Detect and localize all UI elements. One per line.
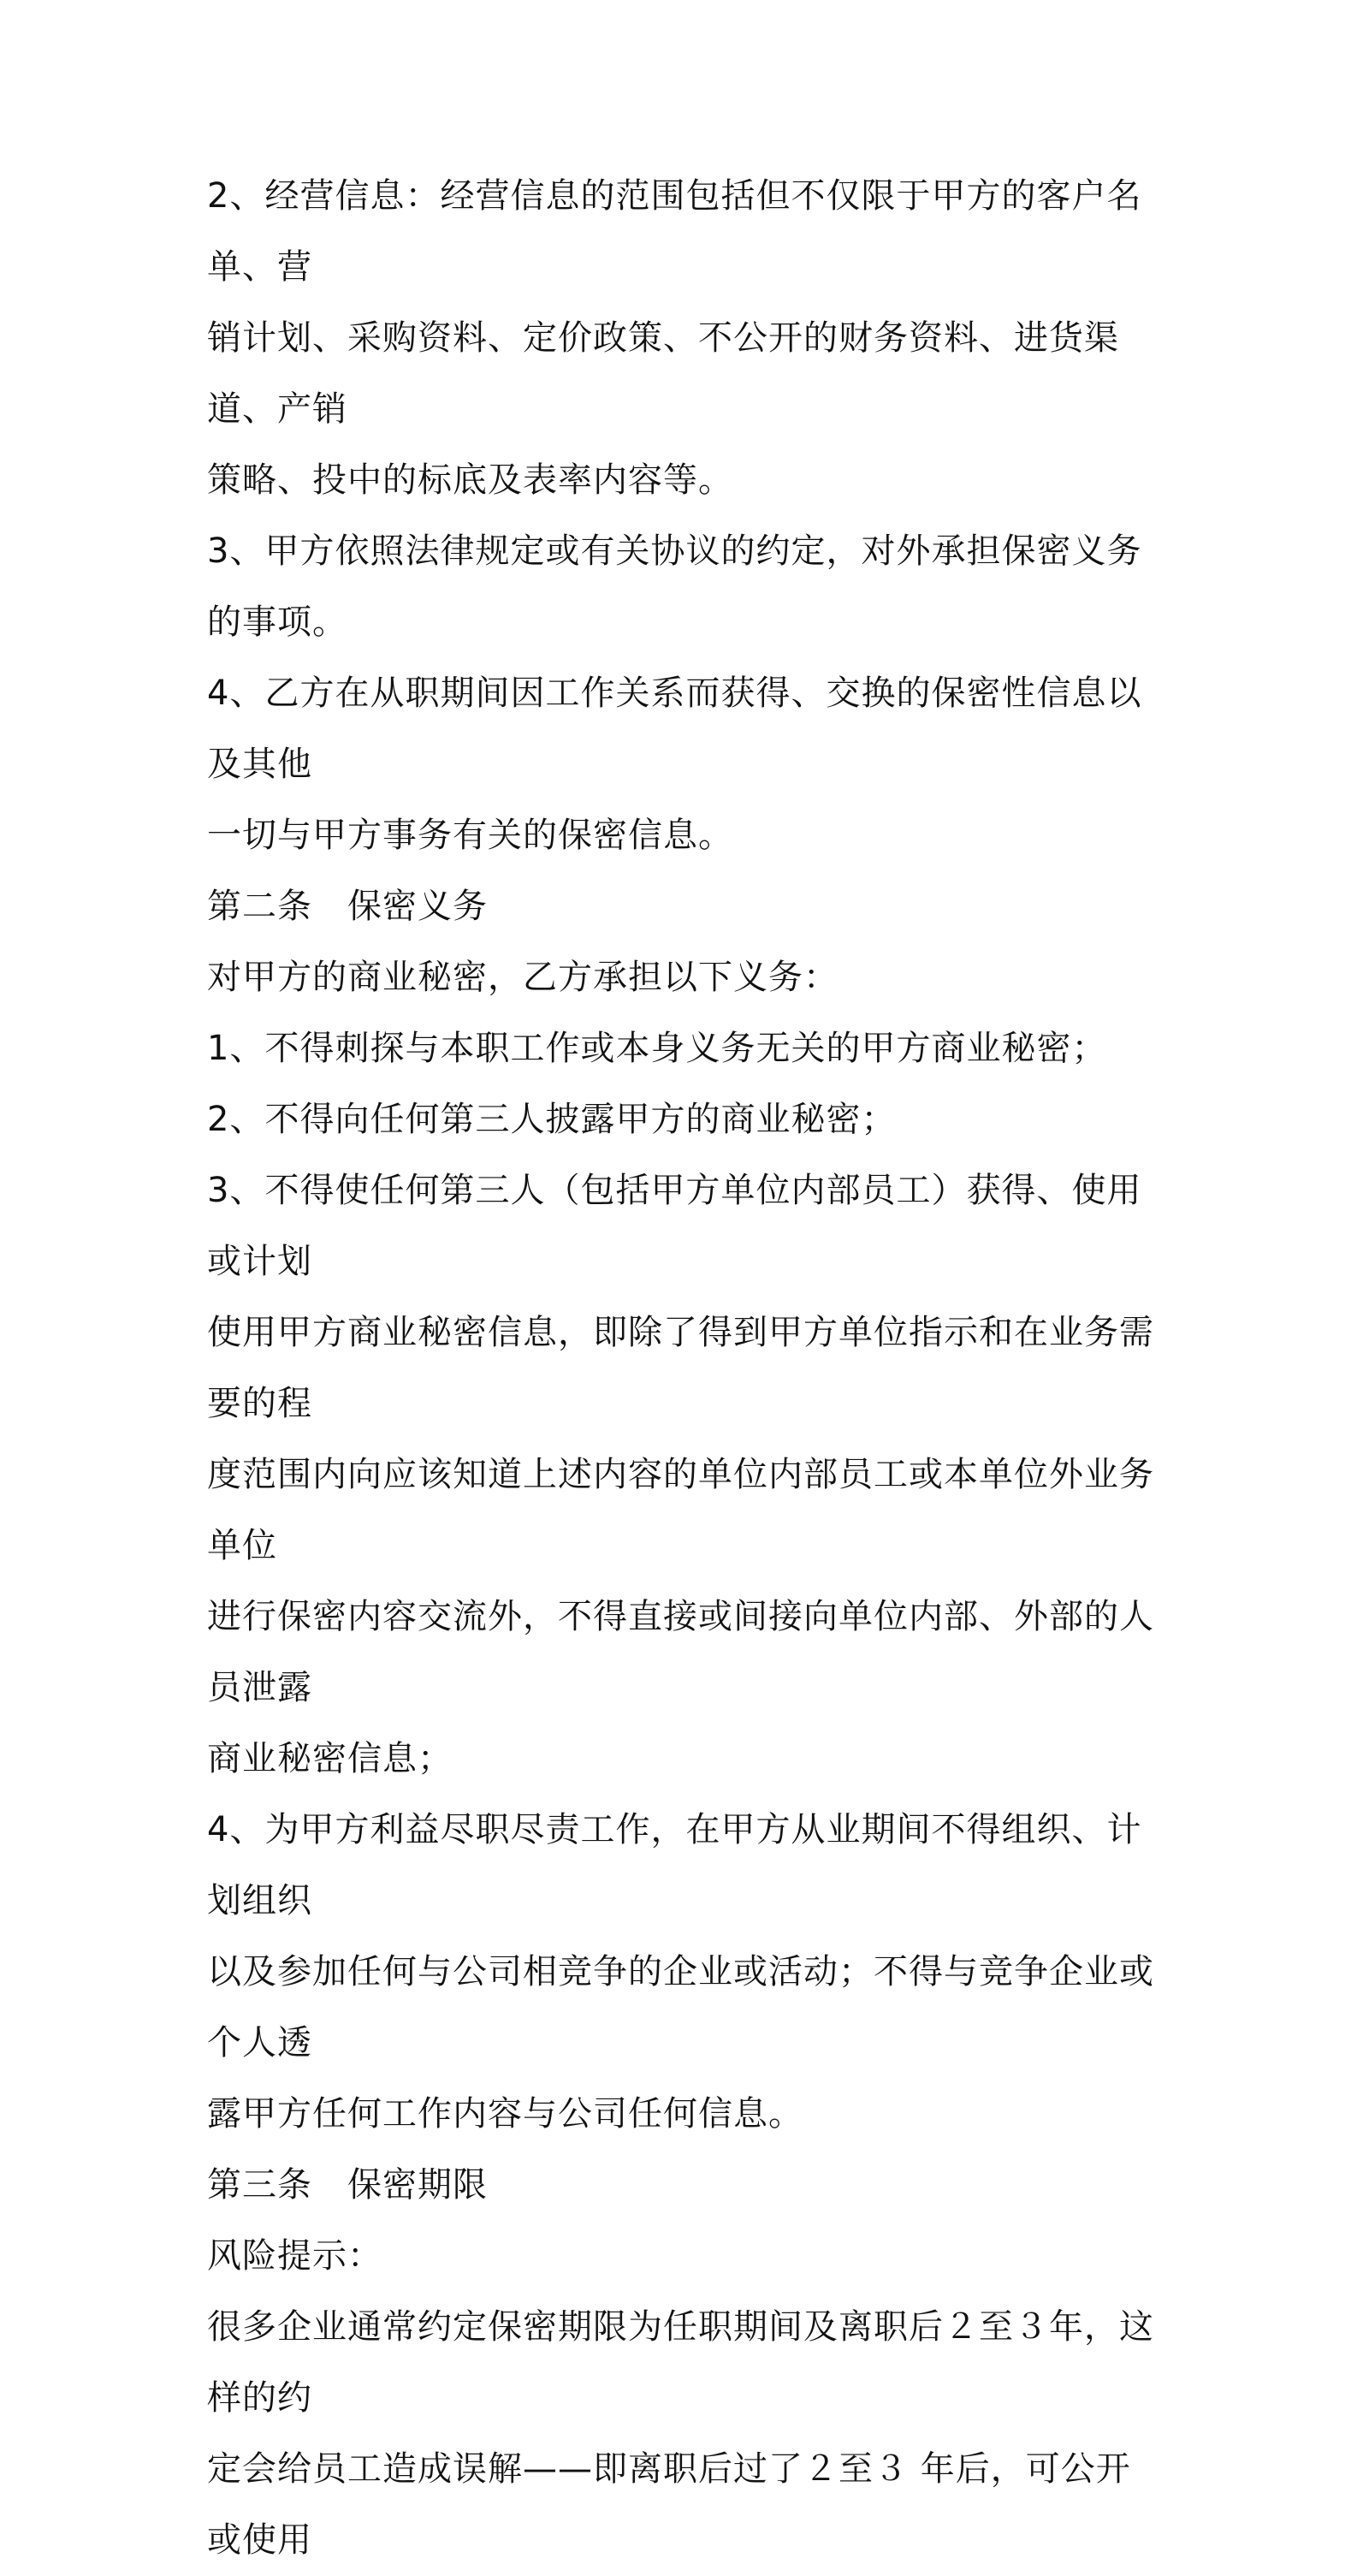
paragraph-line: 2、经营信息：经营信息的范围包括但不仅限于甲方的客户名单、营 — [207, 176, 1142, 287]
section-heading: 第二条 保密义务 — [207, 887, 488, 926]
paragraph-line: 3、甲方依照法律规定或有关协议的约定，对外承担保密义务的事项。 — [207, 531, 1142, 642]
paragraph-line: 4、为甲方利益尽职尽责工作，在甲方从业期间不得组织、计划组织 — [207, 1810, 1142, 1920]
paragraph-line: 进行保密内容交流外，不得直接或间接向单位内部、外部的人员泄露 — [207, 1597, 1154, 1707]
paragraph-line: 策略、投中的标底及表率内容等。 — [207, 460, 733, 500]
paragraph-line: 对甲方的商业秘密，乙方承担以下义务： — [207, 958, 838, 997]
paragraph-line: 3、不得使任何第三人（包括甲方单位内部员工）获得、使用或计划 — [207, 1171, 1142, 1281]
paragraph-line: 露甲方任何工作内容与公司任何信息。 — [207, 2094, 803, 2134]
paragraph-line: 度范围内向应该知道上述内容的单位内部员工或本单位外业务单位 — [207, 1455, 1154, 1565]
paragraph-line: 使用甲方商业秘密信息，即除了得到甲方单位指示和在业务需要的程 — [207, 1313, 1154, 1423]
paragraph-line: 以及参加任何与公司相竞争的企业或活动；不得与竞争企业或个人透 — [207, 1952, 1154, 2063]
paragraph-line: 商业秘密信息； — [207, 1739, 453, 1778]
paragraph-line: 1、不得刺探与本职工作或本身义务无关的甲方商业秘密； — [207, 1029, 1107, 1068]
paragraph-line: 4、乙方在从职期间因工作关系而获得、交换的保密性信息以及其他 — [207, 674, 1142, 784]
section-heading: 第三条 保密期限 — [207, 2165, 488, 2205]
paragraph-line: 销计划、采购资料、定价政策、不公开的财务资料、进货渠道、产销 — [207, 318, 1119, 429]
paragraph-line: 一切与甲方事务有关的保密信息。 — [207, 816, 733, 855]
document-body — [207, 161, 1165, 2576]
paragraph-line: 很多企业通常约定保密期限为任职期间及离职后２至３年，这样的约 — [207, 2307, 1154, 2418]
paragraph-line: 风险提示： — [207, 2236, 382, 2276]
paragraph-line: 2、不得向任何第三人披露甲方的商业秘密； — [207, 1100, 897, 1139]
paragraph-line: 定会给员工造成误解——即离职后过了２至３ 年后，可公开或使用 — [207, 2449, 1131, 2560]
